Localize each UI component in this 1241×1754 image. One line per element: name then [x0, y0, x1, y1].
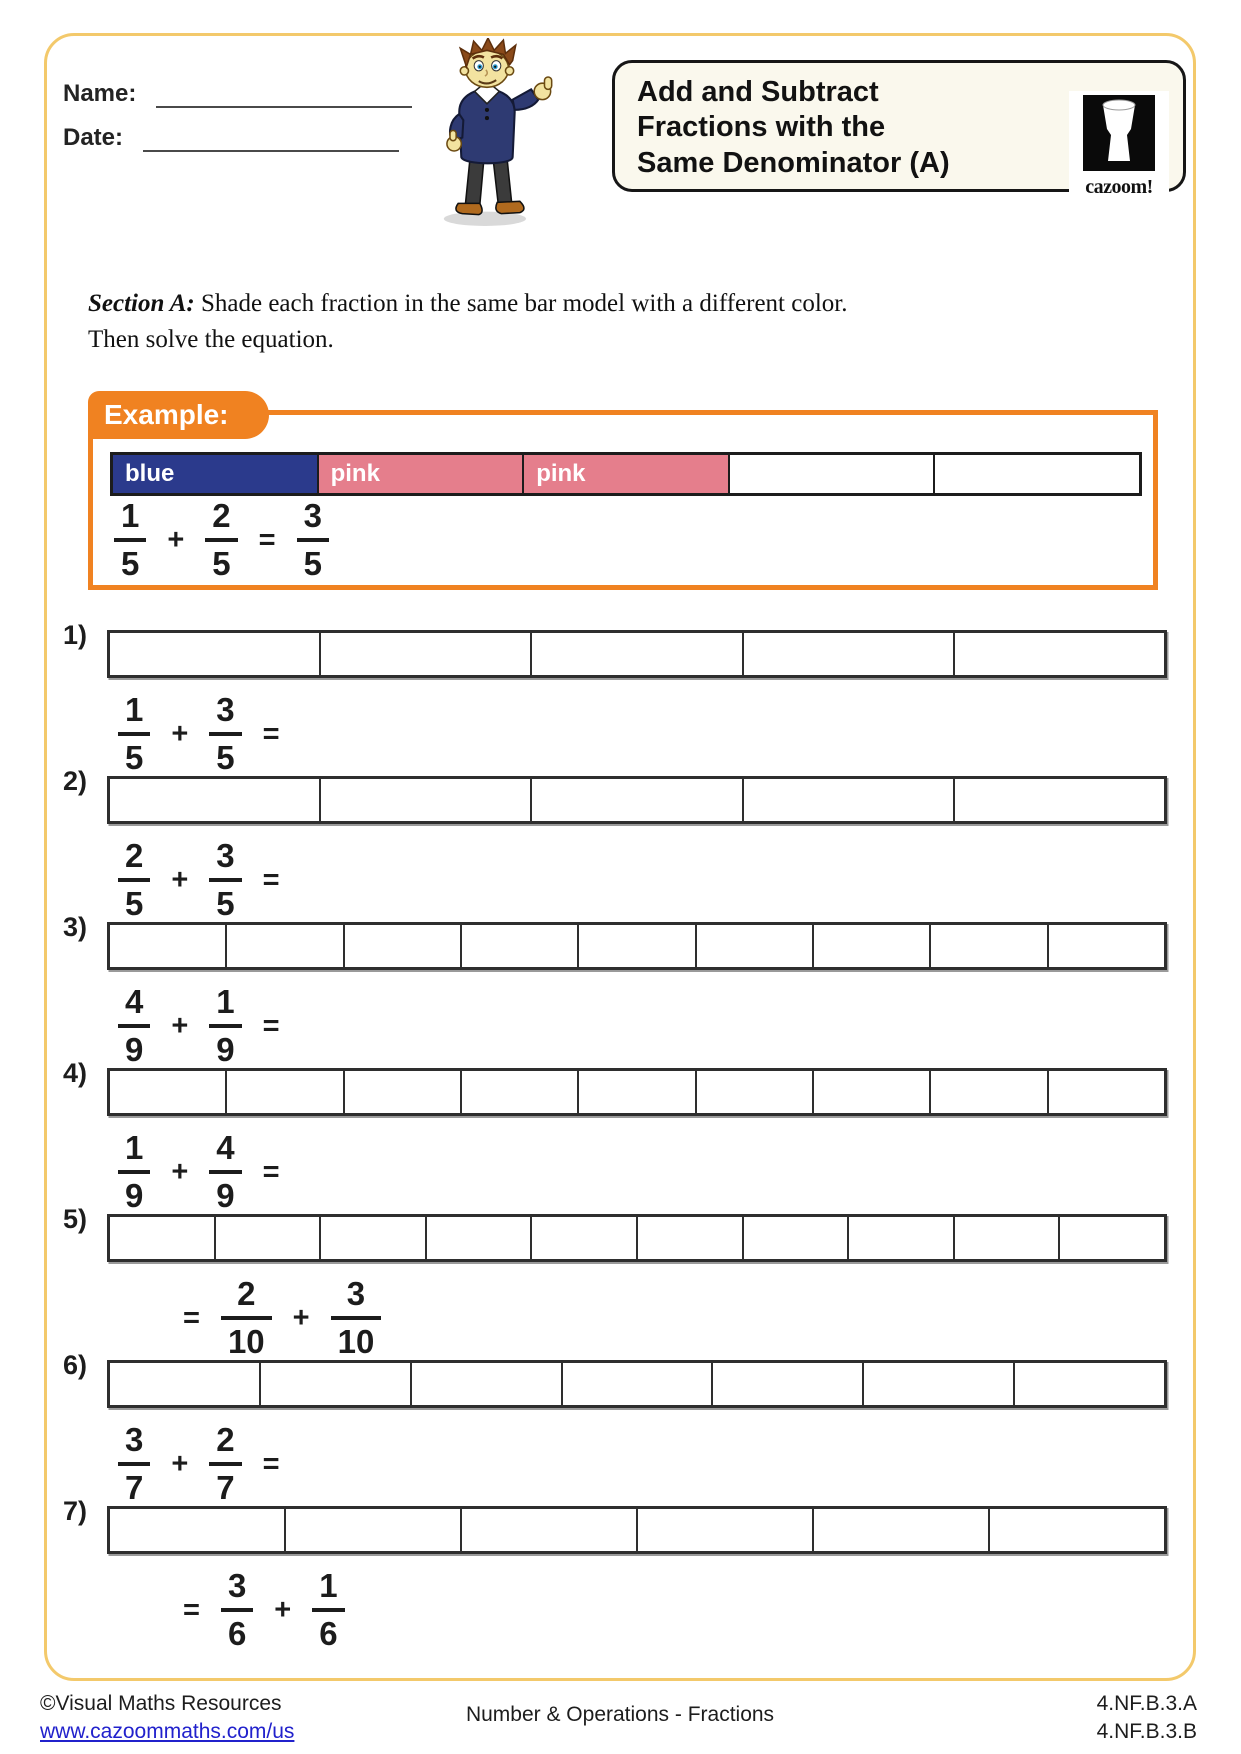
problem-row — [0, 1050, 1241, 1215]
denominator: 9 — [125, 1031, 144, 1069]
fraction — [312, 1568, 344, 1653]
bar-cell — [864, 1363, 1015, 1405]
date-row — [63, 124, 399, 152]
bar-cell — [427, 1217, 533, 1259]
bar-cell: pink — [524, 455, 730, 493]
bar-model — [107, 1068, 1167, 1116]
operator: + — [171, 1155, 189, 1188]
bar-cell — [744, 633, 955, 675]
section-instructions — [88, 286, 1118, 357]
numerator: 1 — [118, 692, 150, 736]
operator: = — [262, 863, 280, 896]
standard-code: 4.NF.B.3.A — [1096, 1692, 1197, 1715]
denominator: 10 — [337, 1323, 375, 1361]
operator: = — [262, 1009, 280, 1042]
denominator: 5 — [216, 885, 235, 923]
section-instruction-line2: Then solve the equation. — [88, 325, 334, 353]
section-label: Section A: — [88, 290, 195, 317]
name-row — [63, 80, 412, 108]
problem-number: 5) — [63, 1204, 88, 1234]
operator: + — [274, 1593, 292, 1626]
bar-model — [107, 1506, 1167, 1554]
denominator: 9 — [216, 1031, 235, 1069]
bar-cell — [713, 1363, 864, 1405]
bar-cell — [110, 779, 321, 821]
bar-cell — [110, 925, 227, 967]
standards-codes — [1097, 1690, 1197, 1745]
fraction — [221, 1568, 253, 1653]
numerator: 1 — [209, 984, 241, 1028]
operator: + — [171, 1447, 189, 1480]
bar-cell — [955, 633, 1164, 675]
bar-cell — [1015, 1363, 1164, 1405]
bar-cell — [744, 779, 955, 821]
problem-number: 3) — [63, 912, 88, 942]
denominator: 6 — [227, 1615, 247, 1653]
problem-equation — [172, 1568, 355, 1653]
bar-cell — [345, 1071, 462, 1113]
bar-cell — [814, 925, 931, 967]
operator: = — [258, 523, 276, 556]
bar-cell — [345, 925, 462, 967]
operator: + — [292, 1301, 310, 1334]
denominator: 9 — [125, 1177, 144, 1215]
numerator: 3 — [221, 1568, 253, 1612]
problem-number: 2) — [63, 766, 88, 796]
section-instruction-text: Shade each fraction in the same bar model with a different color. — [194, 290, 848, 317]
example-bar — [110, 452, 1142, 496]
problem-row — [0, 1488, 1241, 1653]
bar-cell — [990, 1509, 1164, 1551]
logo-text: cazoom! — [1085, 176, 1153, 198]
standard-code: 4.NF.B.3.B — [1096, 1719, 1197, 1743]
problem-number: 1) — [63, 620, 88, 650]
bar-cell — [321, 779, 532, 821]
footer-topic: Number & Operations - Fractions — [465, 1703, 775, 1726]
fraction — [205, 498, 237, 583]
bar-model — [107, 776, 1167, 824]
bar-cell — [579, 925, 696, 967]
bar-cell — [462, 925, 579, 967]
bar-model — [107, 922, 1167, 970]
date-line — [143, 124, 399, 152]
bar-cell — [110, 1217, 216, 1259]
denominator: 7 — [125, 1469, 144, 1507]
bar-cell — [579, 1071, 696, 1113]
problem-row — [0, 612, 1241, 777]
numerator: 2 — [209, 1422, 241, 1466]
denominator: 9 — [216, 1177, 235, 1215]
cazoom-logo — [1069, 91, 1169, 201]
numerator: 2 — [118, 838, 150, 882]
bar-cell — [955, 1217, 1061, 1259]
bar-cell — [462, 1071, 579, 1113]
problem-number: 6) — [63, 1350, 88, 1380]
bar-cell — [697, 925, 814, 967]
denominator: 5 — [121, 545, 140, 583]
operator: + — [171, 1009, 189, 1042]
bar-cell — [286, 1509, 462, 1551]
problem-number: 7) — [63, 1496, 88, 1526]
operator: = — [262, 717, 280, 750]
bar-cell — [730, 455, 936, 493]
example-tab: Example: — [88, 391, 269, 439]
bar-cell — [110, 633, 321, 675]
bar-cell: blue — [113, 455, 319, 493]
bar-cell — [1049, 1071, 1164, 1113]
problems — [0, 612, 1241, 1653]
bar-cell — [261, 1363, 412, 1405]
problem-row — [0, 904, 1241, 1069]
bar-cell — [697, 1071, 814, 1113]
bar-cell — [814, 1509, 990, 1551]
bar-cell: pink — [319, 455, 525, 493]
denominator: 5 — [125, 739, 144, 777]
bar-cell — [935, 455, 1139, 493]
operator: = — [262, 1155, 280, 1188]
denominator: 5 — [125, 885, 144, 923]
bar-cell — [110, 1071, 227, 1113]
worksheet-title: Add and Subtract Fractions with the Same Denominator (A) — [637, 76, 950, 179]
copyright-text: ©Visual Maths Resources — [40, 1692, 282, 1715]
bar-cell — [321, 1217, 427, 1259]
numerator: 3 — [297, 498, 329, 542]
operator: = — [183, 1593, 200, 1626]
bar-cell — [321, 633, 532, 675]
denominator: 5 — [303, 545, 322, 583]
name-label: Name: — [63, 80, 137, 107]
bar-cell — [110, 1509, 286, 1551]
bar-cell — [462, 1509, 638, 1551]
numerator: 1 — [118, 1130, 150, 1174]
example-equation — [104, 498, 339, 583]
bar-cell — [638, 1509, 814, 1551]
cartoon-boy-illustration — [408, 38, 568, 228]
denominator: 5 — [212, 545, 231, 583]
bar-model — [107, 630, 1167, 678]
numerator: 1 — [312, 1568, 344, 1612]
operator: + — [171, 863, 189, 896]
numerator: 4 — [118, 984, 150, 1028]
numerator: 3 — [209, 692, 241, 736]
bar-cell — [814, 1071, 931, 1113]
numerator: 1 — [114, 498, 146, 542]
bar-cell — [638, 1217, 744, 1259]
denominator: 6 — [319, 1615, 338, 1653]
bar-cell — [744, 1217, 850, 1259]
bar-cell — [931, 1071, 1048, 1113]
drum-icon — [1083, 95, 1155, 171]
bar-model — [107, 1214, 1167, 1262]
numerator: 2 — [205, 498, 237, 542]
numerator: 4 — [209, 1130, 241, 1174]
problem-row — [0, 1342, 1241, 1507]
name-line — [156, 80, 412, 108]
bar-cell — [563, 1363, 714, 1405]
bar-cell — [412, 1363, 563, 1405]
problem-row — [0, 1196, 1241, 1361]
bar-cell — [955, 779, 1164, 821]
denominator: 10 — [227, 1323, 265, 1361]
bar-cell — [532, 633, 743, 675]
bar-cell — [1060, 1217, 1164, 1259]
operator: + — [167, 523, 185, 556]
denominator: 5 — [216, 739, 235, 777]
numerator: 3 — [331, 1276, 382, 1320]
bar-cell — [532, 779, 743, 821]
bar-cell — [227, 1071, 344, 1113]
date-label: Date: — [63, 124, 124, 151]
bar-cell — [532, 1217, 638, 1259]
website-link[interactable]: www.cazoommaths.com/us — [40, 1719, 295, 1743]
bar-cell — [216, 1217, 322, 1259]
denominator: 7 — [216, 1469, 235, 1507]
bar-cell — [110, 1363, 261, 1405]
bar-cell — [227, 925, 344, 967]
numerator: 2 — [221, 1276, 272, 1320]
numerator: 3 — [118, 1422, 150, 1466]
fraction — [114, 498, 146, 583]
bar-model — [107, 1360, 1167, 1408]
fraction — [297, 498, 329, 583]
bar-cell — [931, 925, 1048, 967]
operator: = — [183, 1301, 200, 1334]
worksheet-title-box — [612, 60, 1186, 198]
operator: + — [171, 717, 189, 750]
bar-cell — [849, 1217, 955, 1259]
bar-cell — [1049, 925, 1164, 967]
problem-row — [0, 758, 1241, 923]
numerator: 3 — [209, 838, 241, 882]
operator: = — [262, 1447, 280, 1480]
problem-number: 4) — [63, 1058, 88, 1088]
